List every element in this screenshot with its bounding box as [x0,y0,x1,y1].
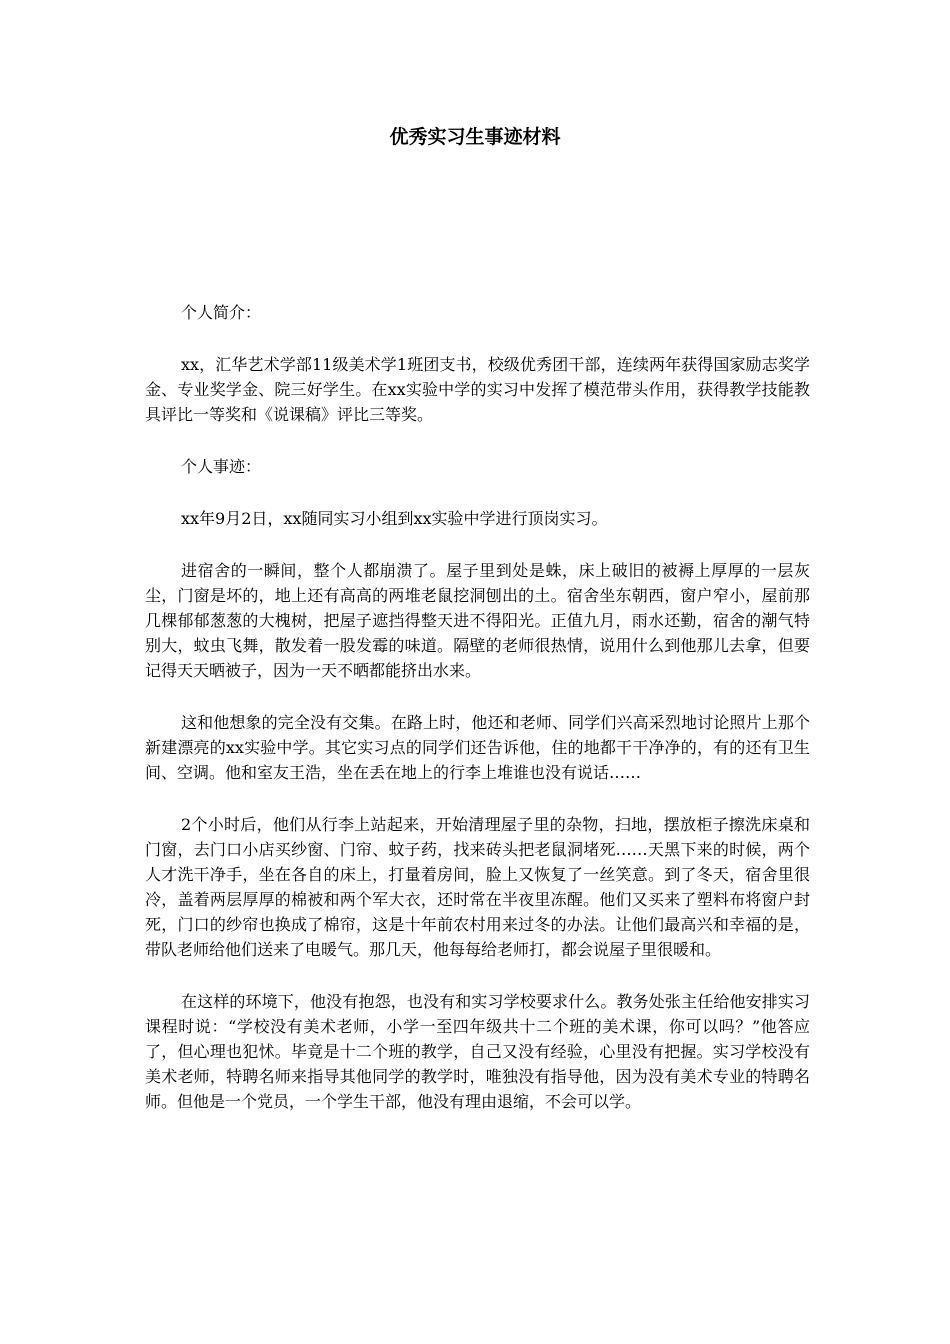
section-heading-deeds: 个人事迹： [181,457,262,476]
section-heading-profile: 个人简介： [181,303,262,322]
paragraph: 进宿舍的一瞬间，整个人都崩溃了。屋子里到处是蛛，床上破旧的被褥上厚厚的一层灰尘，门窗是坏的，地上还有高高的两堆老鼠挖洞刨出的土。宿舍坐东朝西，窗户窄小，屋前那几棵郁郁葱葱的大槐树，把屋子遮挡得整天进不得阳光。正值九月，雨水还勤，宿舍的潮气特别大，蚊虫飞舞，散发着一股发霉的味道。隔壁的老师很热情，说用什么到他那儿去拿，但要记得天天晒被子，因为一天不晒都能挤出水来。 [145,561,810,680]
paragraph: 2个小时后，他们从行李上站起来，开始清理屋子里的杂物，扫地，摆放柜子擦洗床桌和门窗，去门口小店买纱窗、门帘、蚊子药，找来砖头把老鼠洞堵死……天黑下来的时候，两个人才洗干净手，坐在各自的床上，打量着房间，脸上又恢复了一丝笑意。到了冬天，宿舍里很冷，盖着两层厚厚的棉被和两个军大衣，还时常在半夜里冻醒。他们又买来了塑料布将窗户封死，门口的纱帘也换成了棉帘，这是十年前农村用来过冬的办法。让他们最高兴和幸福的是，带队老师给他们送来了电暖气。那几天，他每每给老师打，都会说屋子里很暖和。 [145,815,810,959]
paragraph-profile: xx，汇华艺术学部11级美术学1班团支书，校级优秀团干部，连续两年获得国家励志奖学金、专业奖学金、院三好学生。在xx实验中学的实习中发挥了模范带头作用，获得教学技能教具评比一等奖和《说课稿》评比三等奖。 [145,355,810,424]
paragraph: xx年9月2日，xx随同实习小组到xx实验中学进行顶岗实习。 [181,509,608,528]
document-body [145,300,810,1141]
paragraph: 在这样的环境下，他没有抱怨，也没有和实习学校要求什么。教务处张主任给他安排实习课程时说：“学校没有美术老师，小学一至四年级共十二个班的美术课，你可以吗？”他答应了，但心理也犯怵。毕竟是十二个班的教学，自己又没有经验，心里没有把握。实习学校没有美术老师，特聘名师来指导其他同学的教学时，唯独没有指导他，因为没有美术专业的特聘名师。但他是一个党员，一个学生干部，他没有理由退缩，不会可以学。 [145,992,810,1111]
paragraph: 这和他想象的完全没有交集。在路上时，他还和老师、同学们兴高采烈地讨论照片上那个新建漂亮的xx实验中学。其它实习点的同学们还告诉他，住的地都干干净净的，有的还有卫生间、空调。他和室友王浩，坐在丢在地上的行李上堆谁也没有说话…… [145,713,810,782]
document-title: 优秀实习生事迹材料 [389,126,561,148]
